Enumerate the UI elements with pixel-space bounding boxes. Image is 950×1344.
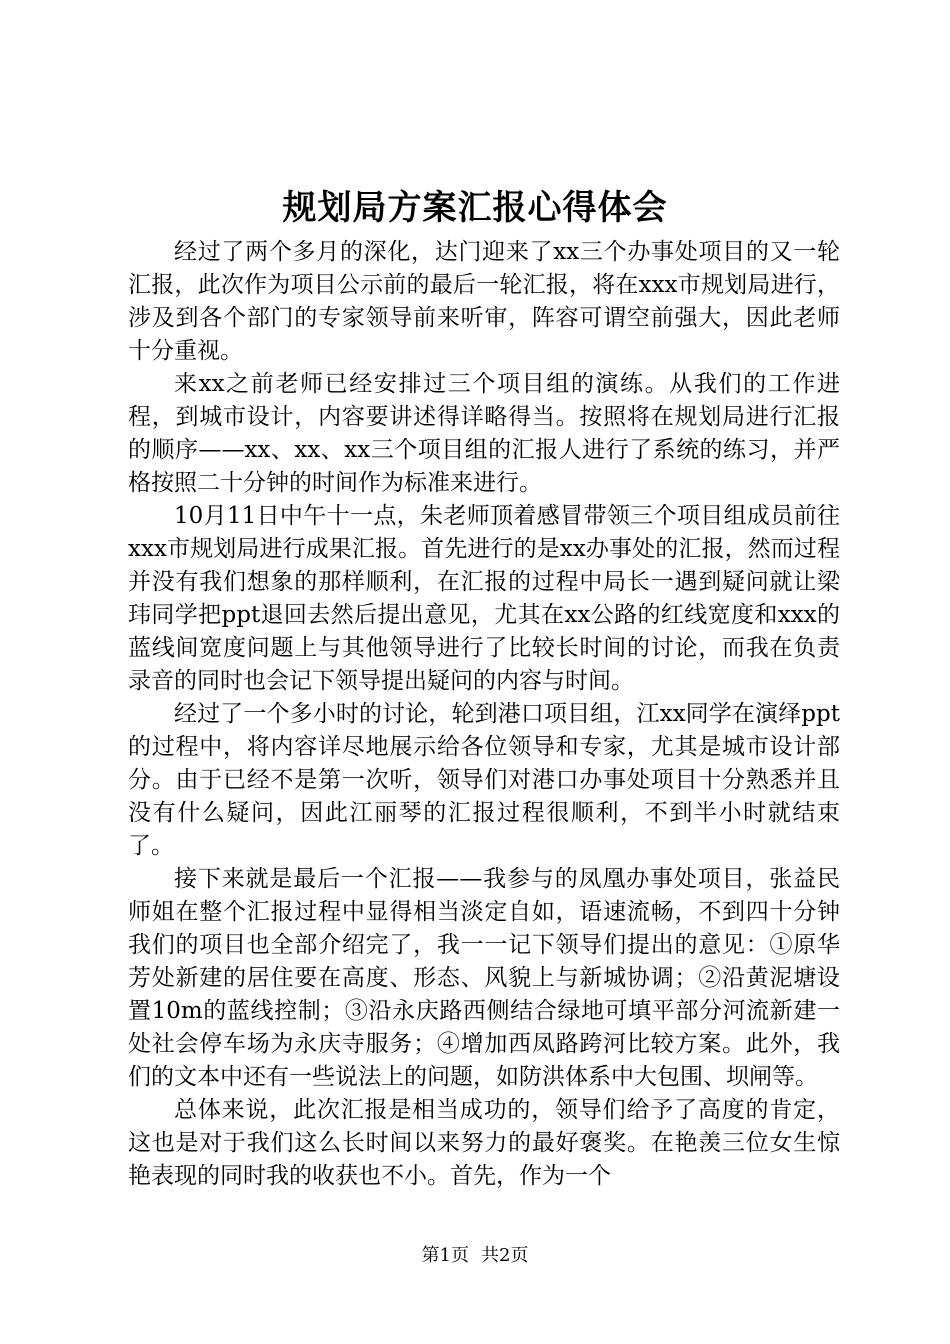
page-footer xyxy=(0,1244,950,1268)
paragraph-4: 经过了一个多小时的讨论，轮到港口项目组，江xx同学在演绎ppt的过程中，将内容详尽地展示给各位领导和专家，尤其是城市设计部分。由于已经不是第一次听，领导们对港口办事处项目十分熟悉并且没有什么疑问，因此江丽琴的汇报过程很顺利，不到半小时就结束了。 xyxy=(128,701,840,859)
page-total: 共2页 xyxy=(481,1245,529,1266)
page-number: 第1页 xyxy=(421,1245,469,1266)
paragraph-2: 来xx之前老师已经安排过三个项目组的演练。从我们的工作进程，到城市设计，内容要讲述得详略得当。按照将在规划局进行汇报的顺序——xx、xx、xx三个项目组的汇报人进行了系统的练习，并严格按照二十分钟的时间作为标准来进行。 xyxy=(128,371,840,496)
paragraph-6: 总体来说，此次汇报是相当成功的，领导们给予了高度的肯定，这也是对于我们这么长时间以来努力的最好褒奖。在艳羡三位女生惊艳表现的同时我的收获也不小。首先，作为一个 xyxy=(128,1097,840,1189)
paragraph-5: 接下来就是最后一个汇报——我参与的凤凰办事处项目，张益民师姐在整个汇报过程中显得相当淡定自如，语速流畅，不到四十分钟我们的项目也全部介绍完了，我一一记下领导们提出的意见：①原华芳处新建的居住要在高度、形态、风貌上与新城协调；②沿黄泥塘设置10m的蓝线控制；③沿永庆路西侧结合绿地可填平部分河流新建一处社会停车场为永庆寺服务；④增加西凤路跨河比较方案。此外，我们的文本中还有一些说法上的问题，如防洪体系中大包围、坝闸等。 xyxy=(128,866,840,1090)
paragraph-3: 10月11日中午十一点，朱老师顶着感冒带领三个项目组成员前往xxx市规划局进行成果汇报。首先进行的是xx办事处的汇报，然而过程并没有我们想象的那样顺利，在汇报的过程中局长一遇到疑问就让梁玮同学把ppt退回去然后提出意见，尤其在xx公路的红线宽度和xxx的蓝线间宽度问题上与其他领导进行了比较长时间的讨论，而我在负责录音的同时也会记下领导提出疑问的内容与时间。 xyxy=(128,503,840,694)
document-title: 规划局方案汇报心得体会 xyxy=(282,188,668,228)
paragraph-1: 经过了两个多月的深化，达门迎来了xx三个办事处项目的又一轮汇报，此次作为项目公示前的最后一轮汇报，将在xxx市规划局进行，涉及到各个部门的专家领导前来听审，阵容可谓空前强大，因此老师十分重视。 xyxy=(128,239,840,364)
document-body xyxy=(128,236,840,1193)
